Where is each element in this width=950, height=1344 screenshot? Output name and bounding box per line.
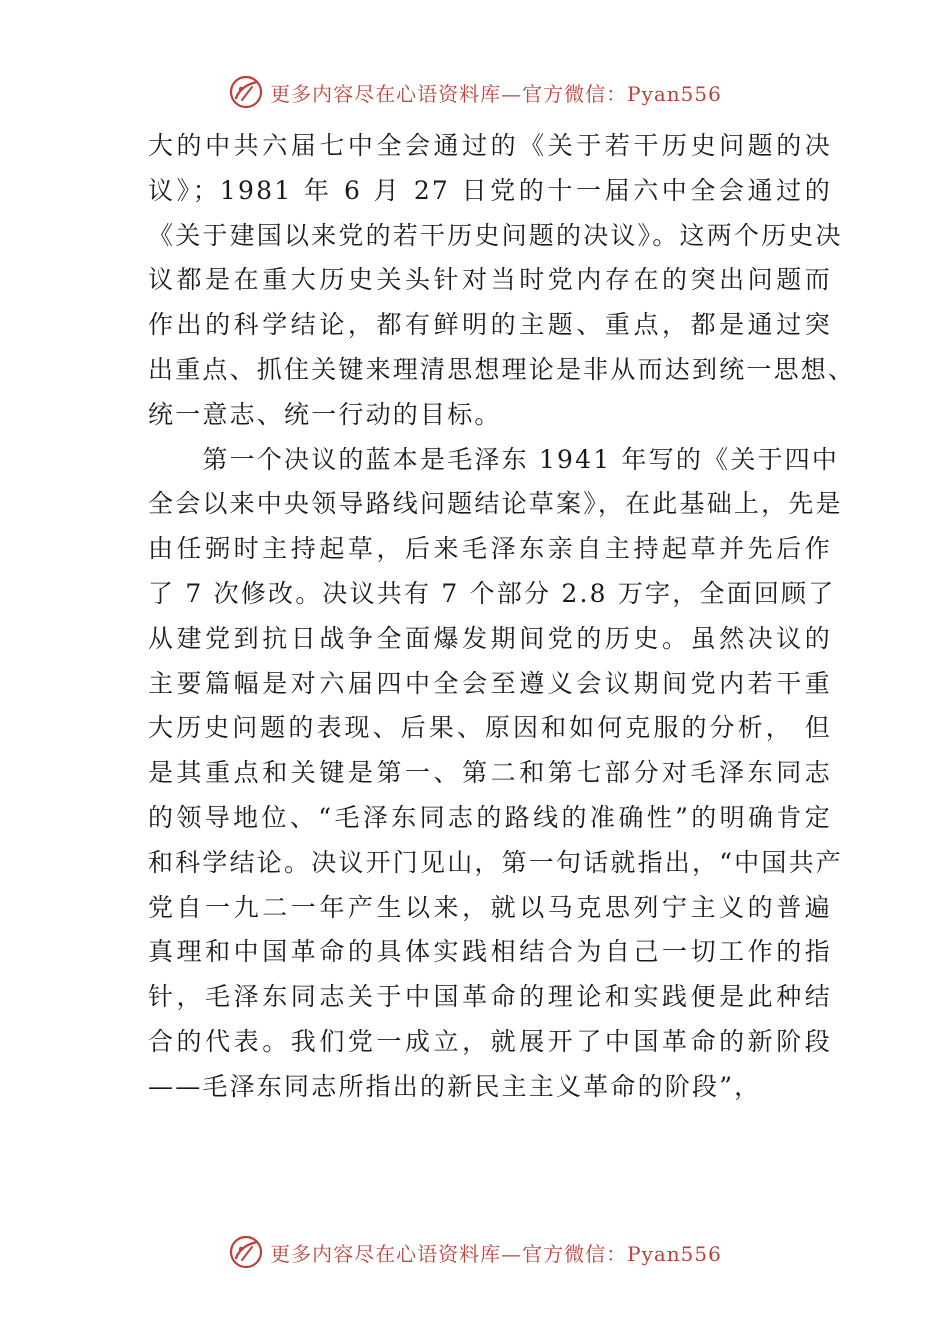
text-line: 主要篇幅是对六届四中全会至遵义会议期间党内若干重 [148, 668, 832, 698]
text-line: 第一个决议的蓝本是毛泽东 1941 年写的《关于四中 [148, 444, 840, 474]
brand-logo-icon [228, 74, 264, 110]
text-line: 全会以来中央领导路线问题结论草案》，在此基础上，先是 [148, 489, 843, 519]
text-line: 大的中共六届七中全会通过的《关于若干历史问题的决 [148, 131, 832, 160]
text-line: 了 7 次修改。决议共有 7 个部分 2.8 万字，全面回顾了 [148, 578, 836, 608]
text-line: 合的代表。我们党一成立，就展开了中国革命的新阶段 [148, 1026, 832, 1056]
text-line: 议》；1981 年 6 月 27 日党的十一届六中全会通过的 [148, 175, 832, 205]
text-line: 《关于建国以来党的若干历史问题的决议》。这两个历史决 [148, 220, 843, 250]
brand-logo-icon [228, 1234, 264, 1270]
text-line: 是其重点和关键是第一、第二和第七部分对毛泽东同志 [148, 758, 832, 788]
text-line: 大历史问题的表现、后果、原因和如何克服的分析， 但 [148, 713, 832, 743]
text-line: 党自一九二一年产生以来，就以马克思列宁主义的普遍 [148, 892, 832, 922]
text-line: 的领导地位、“毛泽东同志的路线的准确性”的明确肯定 [148, 802, 832, 832]
text-line: 真理和中国革命的具体实践相结合为自己一切工作的指 [148, 937, 832, 967]
footer-watermark-text: 更多内容尽在心语资料库—官方微信：Pyan556 [270, 1241, 722, 1266]
header-watermark [0, 70, 950, 114]
text-line: 出重点、抓住关键来理清思想理论是非从而达到统一思想、 [148, 354, 856, 384]
text-line: 针，毛泽东同志关于中国革命的理论和实践便是此种结 [148, 982, 832, 1012]
text-line: 和科学结论。决议开门见山，第一句话就指出，“中国共产 [148, 847, 843, 877]
document-body [148, 124, 856, 1110]
text-line: ——毛泽东同志所指出的新民主主义革命的阶段”， [148, 1071, 762, 1101]
text-line: 从建党到抗日战争全面爆发期间党的历史。虽然决议的 [148, 623, 832, 653]
text-line: 议都是在重大历史关头针对当时党内存在的突出问题而 [148, 265, 832, 295]
footer-watermark [0, 1230, 950, 1274]
header-watermark-text: 更多内容尽在心语资料库—官方微信：Pyan556 [270, 81, 722, 106]
text-line: 由任弼时主持起草，后来毛泽东亲自主持起草并先后作 [148, 534, 832, 564]
text-line: 统一意志、统一行动的目标。 [148, 399, 502, 429]
text-line: 作出的科学结论，都有鲜明的主题、重点，都是通过突 [148, 310, 832, 340]
